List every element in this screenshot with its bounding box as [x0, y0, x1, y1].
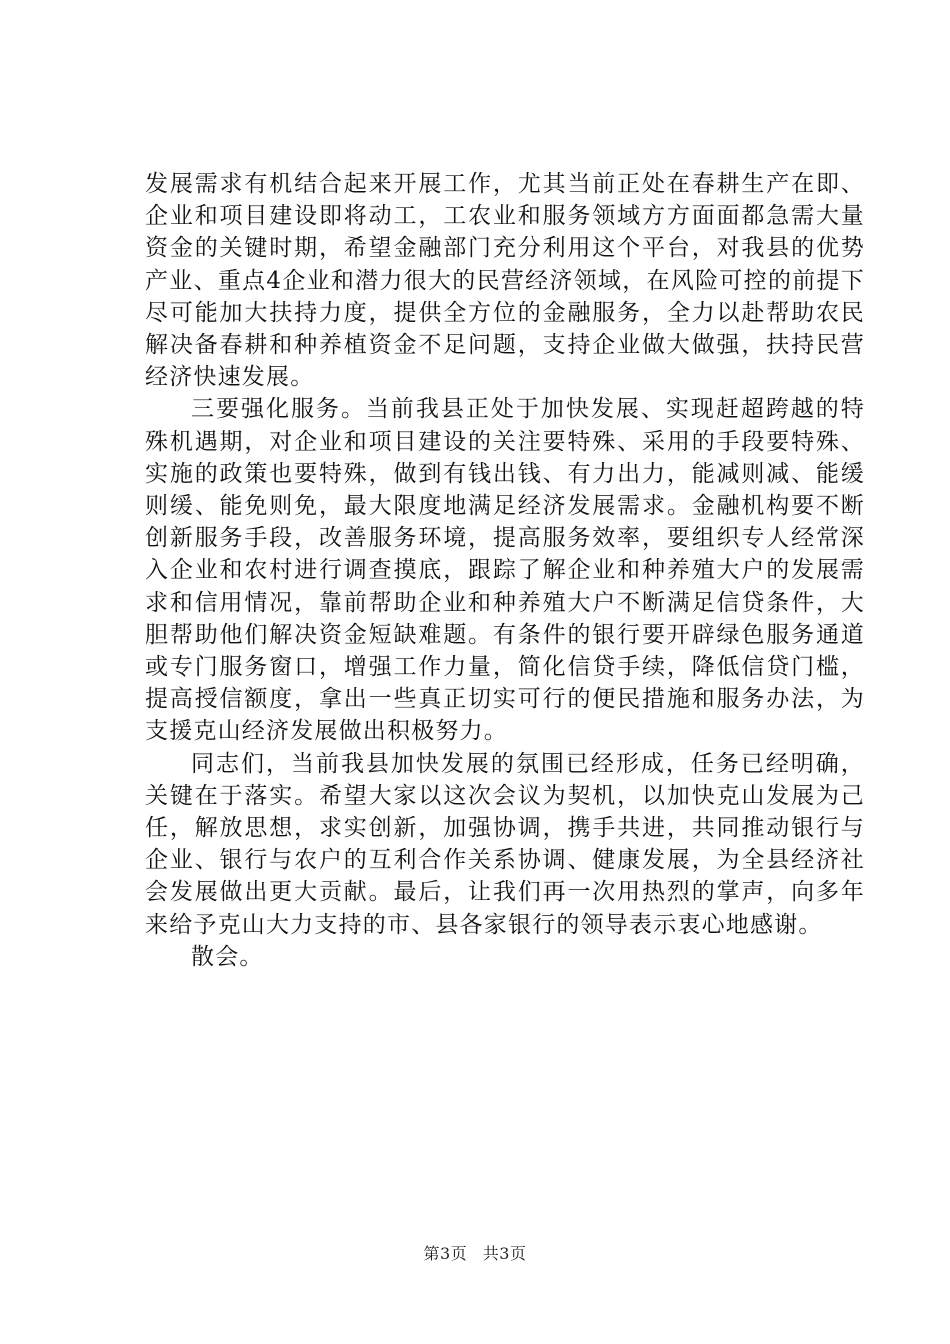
paragraph-continuation: 发展需求有机结合起来开展工作，尤其当前正处在春耕生产在即、企业和项目建设即将动工，工农业和服务领域方方面面都急需大量资金的关键时期，希望金融部门充分利用这个平台，对我县的优势产业、重点4企业和潜力很大的民营经济领域，在风险可控的前提下尽可能加大扶持力度，提供全方位的金融服务，全力以赴帮助农民解决备春耕和种养植资金不足问题，支持企业做大做强，扶持民营经济快速发展。: [145, 171, 865, 391]
page-number: 第3页: [423, 1244, 468, 1263]
paragraph-strengthen-service: 三要强化服务。当前我县正处于加快发展、实现赶超跨越的特殊机遇期，对企业和项目建设的关注要特殊、采用的手段要特殊、实施的政策也要特殊，做到有钱出钱、有力出力，能减则减、能缓则缓、能免则免，最大限度地满足经济发展需求。金融机构要不断创新服务手段，改善服务环境，提高服务效率，要组织专人经常深入企业和农村进行调查摸底，跟踪了解企业和种养殖大户的发展需求和信用情况，靠前帮助企业和种养殖大户不断满足信贷条件，大胆帮助他们解决资金短缺难题。有条件的银行要开辟绿色服务通道或专门服务窗口，增强工作力量，简化信贷手续，降低信贷门槛，提高授信额度，拿出一些真正切实可行的便民措施和服务办法，为支援克山经济发展做出积极努力。: [145, 396, 865, 745]
page-footer: [0, 1244, 950, 1264]
paragraph-adjourn: 散会。: [191, 943, 264, 970]
document-body: [145, 168, 865, 973]
paragraph-closing-remarks: 同志们，当前我县加快发展的氛围已经形成，任务已经明确，关键在于落实。希望大家以这次会议为契机，以加快克山发展为己任，解放思想，求实创新，加强协调，携手共进，共同推动银行与企业、银行与农户的互利合作关系协调、健康发展，为全县经济社会发展做出更大贡献。最后，让我们再一次用热烈的掌声，向多年来给予克山大力支持的市、县各家银行的领导表示衷心地感谢。: [145, 750, 865, 938]
page-total: 共3页: [482, 1244, 527, 1263]
